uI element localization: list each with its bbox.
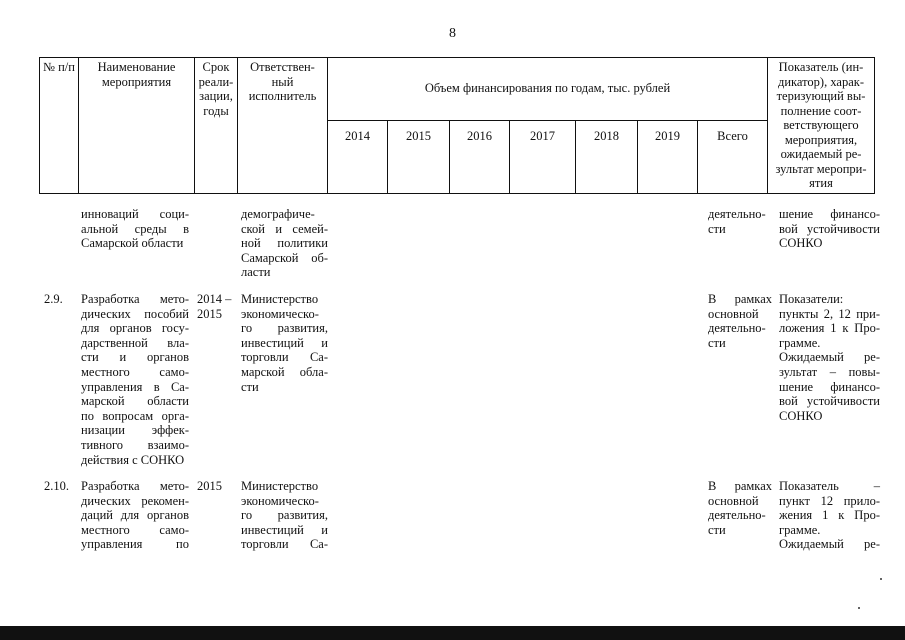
table-header [39,57,875,194]
header-year-2016: 2016 [450,120,510,193]
header-year-2014: 2014 [328,120,388,193]
row-1-indicator: Показатели: пункты 2, 12 при- ложения 1 к Про- грамме. Ожидаемый ре- зультат – повы- шение финансо- вой устойчивости СОНКО [779,292,880,423]
row-2-num: 2.10. [44,479,69,493]
scan-border-bar [0,626,905,640]
row-2-term: 2015 [197,479,222,493]
row-1-name: Разработка мето- дических пособий для органов госу- дарственной вла- сти и органов местного само- управления в Са- марской области по вопросам орга- низации эффек- тивного взаимо- действия с СОНКО [81,292,189,467]
row-2-executor: Министерство экономическо- го развития, инвестиций и торговли Са- [241,479,328,552]
row-2-name: Разработка мето- дических рекомен- даций для органов местного само- управления по [81,479,189,552]
header-indicator: Показатель (ин-дикатор), харак-теризующий вы-полнение соот-ветствующего мероприятия, ожидаемый ре-зультат меропри-ятия [768,58,875,194]
header-total: Всего [698,120,768,193]
row-0-executor: демографиче- ской и семей- ной политики Самарской об- ласти [241,207,328,280]
page-number: 8 [449,26,456,41]
row-0-indicator: шение финансо- вой устойчивости СОНКО [779,207,880,251]
header-year-2019: 2019 [638,120,698,193]
row-2-total: В рамках основной деятельно- сти [708,479,772,537]
header-term: Срок реали-зации, годы [195,58,238,194]
row-1-executor: Министерство экономическо- го развития, инвестиций и торговли Са- марской обла- сти [241,292,328,394]
header-financing: Объем финансирования по годам, тыс. рублей [328,58,768,121]
row-1-num: 2.9. [44,292,63,306]
header-num: № п/п [40,58,79,194]
row-0-total: деятельно- сти [708,207,766,236]
scan-speck [880,578,882,580]
header-executor: Ответствен-ный исполнитель [238,58,328,194]
header-name: Наименование мероприятия [79,58,195,194]
scan-speck [858,607,860,609]
row-1-total: В рамках основной деятельно- сти [708,292,772,350]
header-year-2018: 2018 [576,120,638,193]
row-1-term: 2014 – 2015 [197,292,232,321]
header-year-2015: 2015 [388,120,450,193]
header-year-2017: 2017 [510,120,576,193]
row-0-name: инноваций соци- альной среды в Самарской области [81,207,189,251]
row-2-indicator: Показатель – пункт 12 прило- жения 1 к Про- грамме. Ожидаемый ре- [779,479,880,552]
